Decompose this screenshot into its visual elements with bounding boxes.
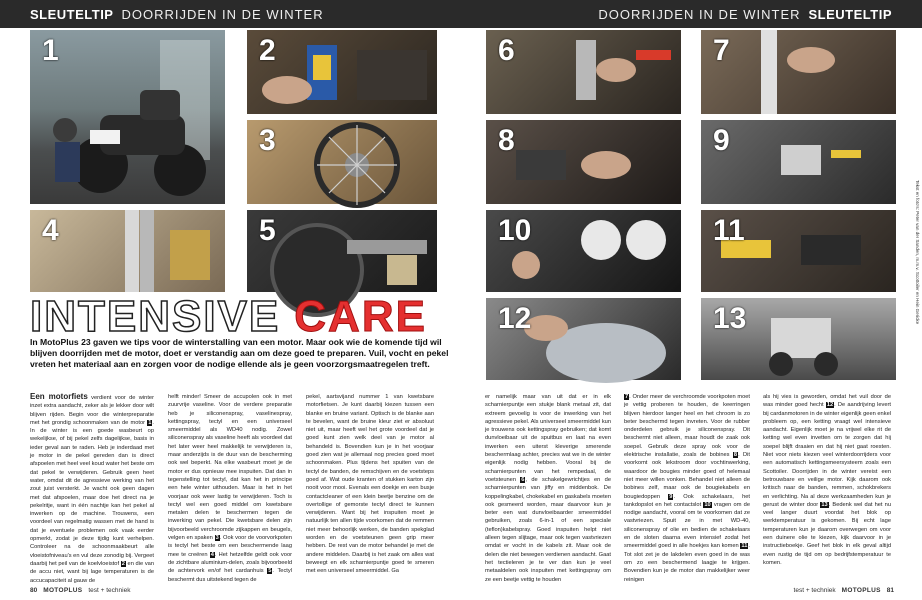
photo-reference: 13 [821,501,828,508]
column-4 [485,393,611,583]
photo-10 [486,210,681,292]
photo-12 [486,298,681,380]
header-bar-right [461,0,922,28]
page-number: 80 [30,587,38,594]
article-category: DOORRIJDEN IN DE WINTER [598,6,801,22]
magazine-name: MOTOPLUS [43,587,83,594]
photo-reference: 12 [826,402,834,409]
column-3 [306,393,434,578]
photo-3 [247,120,437,204]
photo-8 [486,120,681,204]
spark-plug-cap-image [701,120,896,204]
headline-part-1: INTENSIVE [30,292,281,341]
section-title: SLEUTELTIP [808,6,892,22]
photo-reference: 2 [121,560,125,567]
photo-reference: 6 [521,476,525,483]
photo-number: 3 [259,124,276,157]
photo-6 [486,30,681,114]
photo-7 [701,30,896,114]
photo-13 [701,298,896,380]
article-category: DOORRIJDEN IN DE WINTER [121,6,324,22]
motorcycle-washing-image [30,30,225,204]
photo-reference: 9 [669,493,673,500]
column-text: er namelijk maar van uit dat er in elk scharnierpuntje een stukje blank metaal zit, dat extreem gevoelig is voor de inwerking van het agressieve pekel. Als universeel smeermiddel kun je trouwens ook kettingspray gebruiken; dat komt dunvloeibaar uit de spuitbus en laat na even inwerken een uiterst kleverige smerende beschermlaag achter, precies wat we in de winter eigenlijk nodig hebben. Vooral bij de scharnierpunten van het rempedaal, de voetsteunen 6, de schakelgewrichtjes en de scharnierpunten van jiffy en middenbok. De koppelingkabel, chokekabel en gaskabels moeten ook gesmeerd worden, maar daarvoor kun je beter een wat dunvloeibaarder smeermiddel gebruiken, zoals 6-in-1 of een speciale (teflon)kabelspray. Goed inspuiten helpt niet alleen tegen slijtage, maar ook tegen vastvriezen omdat er vocht in de kabels zit. Maar ook de delen die niet bewegen verdienen aandacht. Gaat het tectieleren je te ver dan kun je veel metaaldelen ook inspuiten met kettingspray om ze een beetje vettig te houden [485,394,611,583]
front-fork-image [30,210,225,292]
photo-credit: Tekst en foto's: Peter van der Sanden, m.m.v. Scottoiler en Hein Gericke [915,180,920,325]
photo-number: 10 [498,214,532,247]
section-label: test + techniek [793,587,836,594]
photo-1 [30,30,225,204]
photo-number: 2 [259,34,276,67]
photo-reference: 1 [148,419,152,426]
headline [30,293,427,341]
section-title: SLEUTELTIP [30,6,114,22]
column-2 [168,393,293,583]
photo-number: 6 [498,34,515,67]
footpeg-spray-image [486,30,681,114]
photo-reference: 3 [215,535,219,542]
photo-reference: 11 [741,543,748,550]
footer-right [794,587,894,594]
photo-number: 1 [42,34,59,67]
ignition-coil-image [486,120,681,204]
photo-number: 8 [498,124,515,157]
photo-number: 7 [713,34,730,67]
column-6 [763,393,891,578]
page-number: 81 [886,587,894,594]
photo-reference: 7 [625,394,629,400]
photo-5 [247,210,437,292]
photo-number: 4 [42,214,59,247]
section-label: test + techniek [88,587,131,594]
fork-chrome-image [701,30,896,114]
headline-part-2: CARE [294,292,427,341]
right-page [461,0,922,600]
magazine-name: MOTOPLUS [841,587,881,594]
column-text: 7. Onder meer de verchroomde voorkpoten moet je vettig proberen te houden, de keerringen blijven hierdoor langer heel en het chroom is zo beter beschermd tegen invreten. Voor de rubber onderdelen gebruik je siliconenspray. Dit beschermt niet alleen, maar houdt de zaak ook soepel. Gebruik deze spray ook voor de elektrische installatie, zoals de bobines 8. Dit voorkomt ook lekstroom door vochtinwerking, waardoor de bougies minder goed of helemaal niet meer willen vonken. Behandel niet alleen de bobines zelf, maar ook de bougiekabels en bougiedoppen 9. Ook schakelaars, het tankdopslot en het contactslot 10 vragen om de nodige aandacht, vooral om te voorkomen dat ze vastvriezen. Spuit ze in met WD-40, siliconenspray of olie en bedien de schakelaars en de sloten daarna even intensief zodat het smeermiddel goed in alle hoekjes kan komen 11. Tot slot zet je de lakdelen even goed in de was om zo een beschermend laagje te krijgen. Bovendien kun je de motor dan makkelijker weer reinigen [624,394,751,583]
header-bar-left [0,0,461,28]
photo-reference: 5 [268,568,272,575]
column-text: pekel, aartsvijand nummer 1 van kwetsbare motorfietsen. Je kunt daarbij kiezen tussen een blanke en bruine variant. Optisch is de blanke aan te bevelen, want de bruine kleur ziet er absoluut niet uit, maar heeft wel het grote voordeel dat je goed kunt zien welk deel van je motor al behandeld is. Bovendien kun je in het voorjaar goed zien wat je allemaal nog precies goed moet schoonmaken. Plus tijdens het spuiten van de tectyl de banden, de remschijven en de voetsteps goed af. Wat oude kranten of stukken karton zijn nooit voor mooi. Evenals een doekje en een busje contactcleaner of een klein beetje benzine om de overtollige of gemorste tectyl direct te kunnen verwijderen. Want bij het inspuiten moet je natuurlijk ten allen tijde voorkomen dat de remmen niet meer behoorlijk werken, de banden spekglad worden en de voetsteunen geen grip meer hebben. De rest van de motor behandel je met de andere middelen. Daarbij is het zaak om alles wat beweegt en elk scharnierpuntje goed te smeren met een universeel smeermiddel. Ga [306,394,434,575]
photo-number: 12 [498,302,532,335]
intro-paragraph: In MotoPlus 23 gaven we tips voor de winterstalling van een motor. Maar ook wie de komende tijd wil blijven doorrijden met de motor, doet er verstandig aan om deze goed te preparen. Vuil, vocht en pekel vreten het materiaal aan en zorgen voor de nodige ellende als je geen voorzorgsmaatregelen treft. [30,337,449,369]
column-5 [624,393,751,583]
photo-4 [30,210,225,292]
photo-reference: 8 [733,452,738,459]
column-text: helft minder! Smeer de accupolen ook in met zuurvrije vaseline. Voor de verdere preparatie heb je siliconenspray, vaselinespray, kettingspray, tectyl en een universeel smeermiddel als WD40 nodig. Zowel siliconenspray als vaseline heeft als voordeel dat het later weer heel makkelijk te verwijderen is, maar anderzijds is de duur van de bescherming ook wel beperkt. Na elke wasbeurt moet je de motor er dus opnieuw mee inspuiten. Dat dan in tegenstelling tot tectyl, dat kan het in principe een hele winter uithouden. Maar is het in het voorjaar ook weer lastig te verwijderen. Toch is tectyl wel een goed middel om kwetsbare metalen delen te beschermen tegen de inwerking van pekel. Die kwetsbare delen zijn bijvoorbeeld verchroomde zijkappen en beugels, velgen en spaken 3. Ook voor de voorvorkpoten is tectyl het beste om een beschermende laag mee te creëren 4. Het hetzelfde geldt ook voor de zichtbare aluminium-delen, zoals bijvoorbeeld de achtervork en/of het cardanhuis 5. Tectyl beschermt dus uitstekend tegen de [168,394,293,583]
photo-number: 5 [259,214,276,247]
photo-2 [247,30,437,114]
column-text: als hij vies is geworden, omdat het vuil door de was minder goed hecht 12. De aandrijving levert bij cardanmotoren in de winter eigenlijk geen enkel probleem op, een ketting vraagt wel intensieve aandacht. Eigenlijk moet je na vrijwel elke rit de ketting wel even invetten om te zorgen dat hij soepel blijft draaien en dat hij niet gaat roesten. Niet voor niets kiezen veel winterdoorrijders voor een automatisch kettingsmeersysteem zoals een Scottoiler. Doorrijden in de winter vereist een betrouwbare en veilige motor. Kijk daarom ook kritisch naar de banden, remmen, schokbrekers en verlichting. Na al deze werkzaamheden kun je gerust de winter door 13. Bedenk wel dat het nu veel langer duurt voordat het blok op werktemperatuur is gekomen. Bij echt lage temperaturen kun je daarom overwegen om voor een duinere olie te kiezen, kijk daarvoor in je instructieboekje. Geef het blok in elk geval altijd even rustig de tijd om op bedrijfstemperatuur te komen. [763,394,891,566]
photo-reference: 4 [210,551,214,558]
photo-number: 13 [713,302,747,335]
column-lead: Een motorfiets [30,392,88,401]
photo-11 [701,210,896,292]
photo-number: 11 [713,214,745,247]
column-1 [30,392,154,584]
photo-9 [701,120,896,204]
photo-number: 9 [713,124,730,157]
column-text: verdient voor de winter inzet extra aandacht, zeker als je lekker door wilt blijven rijden. Begin voor die winterpreparatie met het grondig schoonmaken van de motor 1. In de winter is een goede wasbeurt op wekelijkse, of bij pekel zelfs dagelijkse, basis in ieder geval aan te raden. Heb je inderdaad met je motor in de pekel gereden dan is direct afspoelen met heel veel koud water het beste om dat pekel te verwijderen. Gebruik geen heet water, omdat dit de agressieve werking van het zout juist versterkt. Je wacht ook geen dagen met dat afspoelen, maar doe het direct na je pekelritje, want in één nachtje kan het pekel al inwerken op de machine. Trouwens, een voordeel van regelmatig wassen met de hand is dat je eventuele problemen ook vaak eerder opmerkt, zodat je deze tijdig kunt verhelpen. Controleer na de schoonmaakbeurt alle vloeistofniveau's en vul deze zonodig bij. Vergeet daarbij het peil van de koelvloeistof 2 en die van de accu niet, want bij lage temperaturen is de accucapaciteit al gauw de [30,395,154,584]
photo-reference: 10 [704,501,711,508]
footer-left [30,587,130,594]
